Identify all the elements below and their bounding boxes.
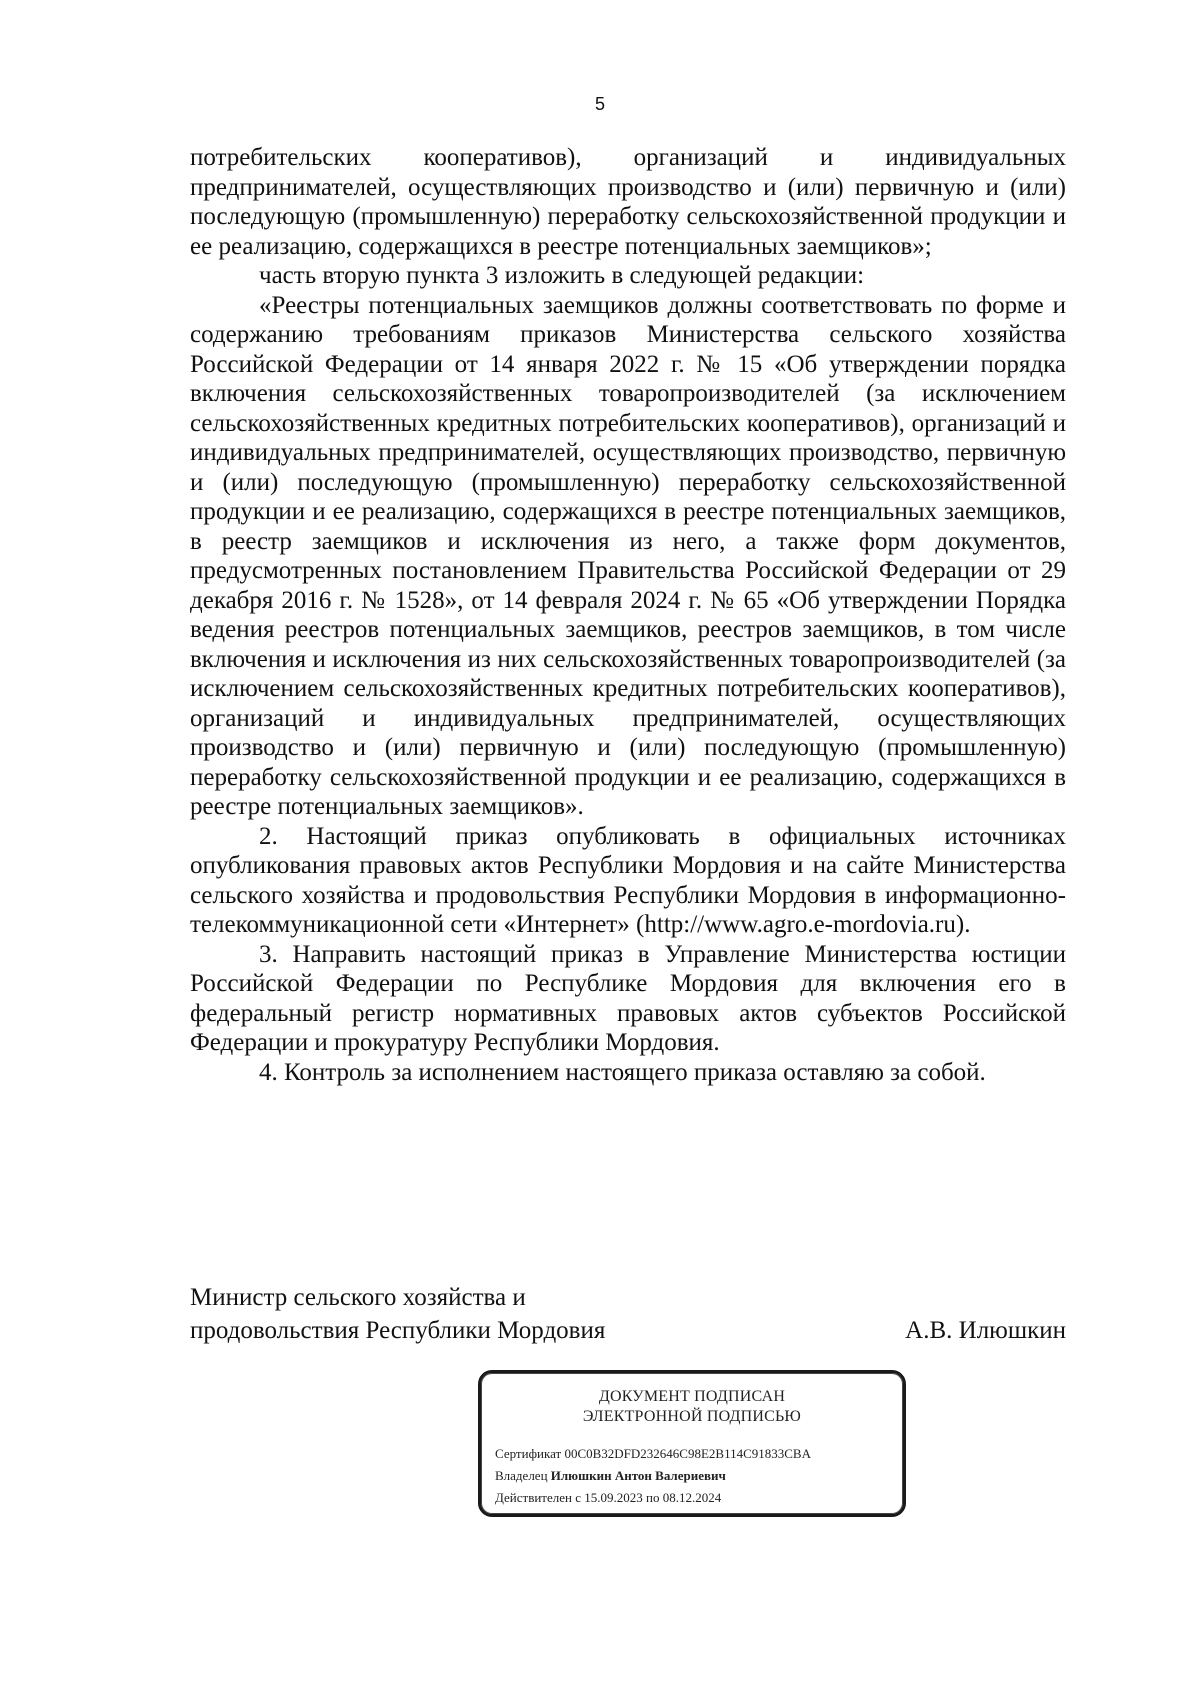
- page-number: 5: [594, 94, 605, 114]
- signatory-position-line2: продовольствия Республики Мордовия: [190, 1317, 606, 1344]
- stamp-title-line2: ЭЛЕКТРОННОЙ ПОДПИСЬЮ: [582, 1408, 802, 1425]
- paragraph-amendment-intro: часть вторую пункта 3 изложить в следующей редакции:: [259, 262, 865, 289]
- signatory-position-line1: Министр сельского хозяйства и: [190, 1284, 526, 1311]
- paragraph-continuation: потребительских кооперативов), организаций и индивидуальных предпринимателей, осуществляющих производство и (или) первичную и (или) последующую (промышленную) переработку сельскохозяйственной продукции и ее реализацию, содержащихся в реестре потенциальных заемщиков»;: [190, 144, 1066, 260]
- stamp-title-line1: ДОКУМЕНТ ПОДПИСАН: [598, 1388, 786, 1405]
- paragraph-amendment-text: «Реестры потенциальных заемщиков должны соответствовать по форме и содержанию требованиям приказов Министерства сельского хозяйства Российской Федерации от 14 января 2022 г. № 15 «Об утверждении порядка включения сельскохозяйственных товаропроизводителей (за исключением сельскохозяйственных кредитных потребительских кооперативов), организаций и индивидуальных предпринимателей, осуществляющих производство, первичную и (или) последующую (промышленную) переработку сельскохозяйственной продукции и ее реализацию, содержащихся в реестре потенциальных заемщиков, в реестр заемщиков и исключения из него, а также форм документов, предусмотренных постановлением Правительства Российской Федерации от 29 декабря 2016 г. № 1528», от 14 февраля 2024 г. № 65 «Об утверждении Порядка ведения реестров потенциальных заемщиков, реестров заемщиков, в том числе включения и исключения из них сельскохозяйственных товаропроизводителей (за исключением сельскохозяйственных кредитных потребительских кооперативов), организаций и индивидуальных предпринимателей, осуществляющих производство и (или) первичную и (или) последующую (промышленную) переработку сельскохозяйственной продукции и ее реализацию, содержащихся в реестре потенциальных заемщиков».: [190, 291, 1066, 820]
- electronic-signature-stamp: [478, 1370, 906, 1517]
- stamp-valid-label: Действителен с: [495, 1490, 581, 1505]
- stamp-validity-row: [495, 1487, 903, 1509]
- paragraph-item-4: 4. Контроль за исполнением настоящего приказа оставляю за собой.: [259, 1058, 986, 1086]
- stamp-title: [481, 1387, 903, 1427]
- paragraph-item-2: 2. Настоящий приказ опубликовать в официальных источниках опубликования правовых актов Республики Мордовия и на сайте Министерства сельского хозяйства и продовольствия Республики Мордовия в информационно-телекоммуникационной сети «Интернет» (http://www.agro.e-mordovia.ru).: [190, 822, 1066, 938]
- stamp-owner-row: [495, 1465, 903, 1487]
- signatory-name: А.В. Илюшкин: [905, 1317, 1066, 1344]
- stamp-valid-to: 08.12.2024: [662, 1490, 722, 1505]
- stamp-owner-label: Владелец: [495, 1468, 548, 1483]
- stamp-valid-to-label: по: [646, 1490, 660, 1505]
- document-body: [190, 143, 1066, 1087]
- stamp-valid-from: 15.09.2023: [584, 1490, 643, 1505]
- stamp-owner-value: Илюшкин Антон Валериевич: [550, 1468, 726, 1483]
- stamp-certificate-label: Сертификат: [495, 1446, 562, 1461]
- stamp-certificate-value: 00C0B32DFD232646C98E2B114C91833CBA: [564, 1446, 811, 1461]
- stamp-certificate-row: [495, 1443, 903, 1465]
- signature-block: [190, 1281, 1066, 1347]
- paragraph-item-3: 3. Направить настоящий приказ в Управление Министерства юстиции Российской Федерации по Республике Мордовия для включения его в федеральный регистр нормативных правовых актов субъектов Российской Федерации и прокуратуру Республики Мордовия.: [190, 940, 1066, 1056]
- stamp-details: [481, 1443, 903, 1509]
